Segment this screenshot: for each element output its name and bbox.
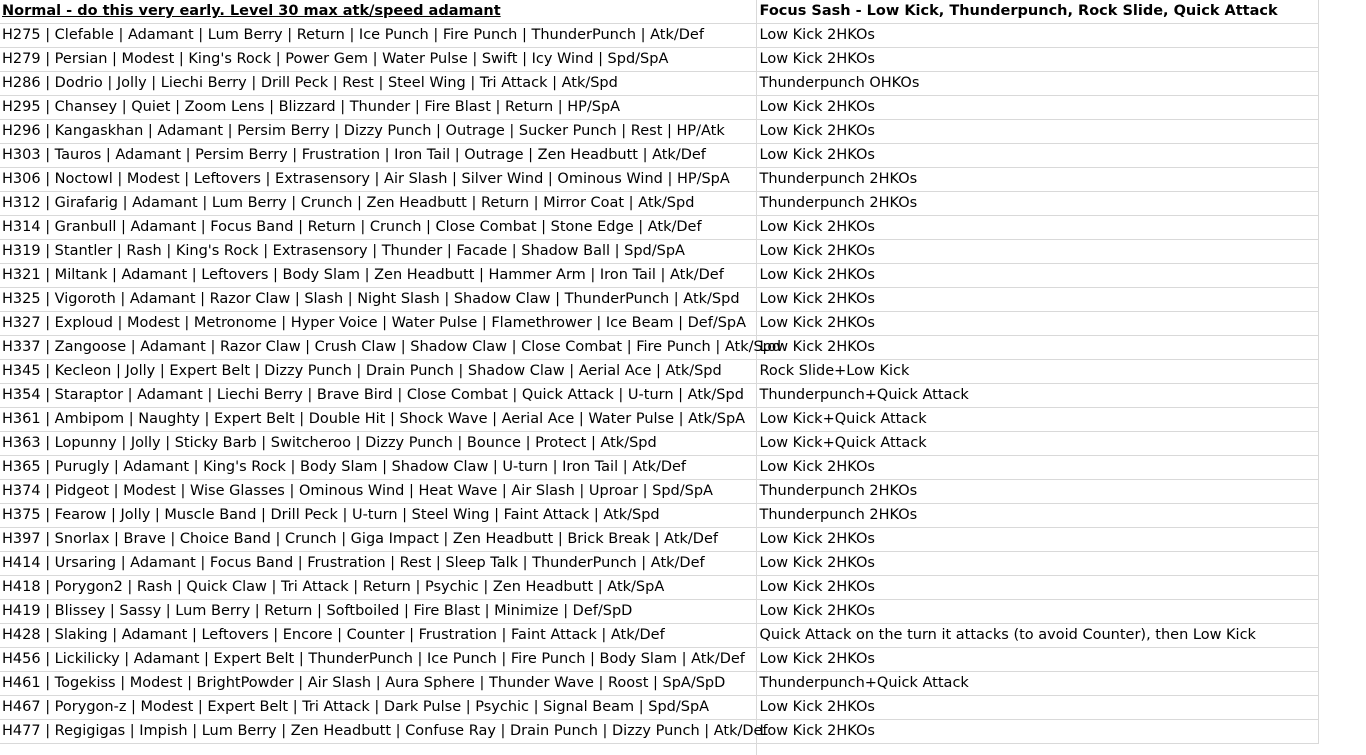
table-row (0, 216, 1318, 240)
table-row (0, 96, 1318, 120)
table-row (0, 144, 1318, 168)
pokemon-cell[interactable]: H414 | Ursaring | Adamant | Focus Band | Frustration | Rest | Sleep Talk | ThunderPunch | Atk/Def (0, 552, 756, 576)
pokemon-cell[interactable]: H314 | Granbull | Adamant | Focus Band | Return | Crunch | Close Combat | Stone Edge | Atk/Def (0, 216, 756, 240)
pokemon-cell[interactable]: H375 | Fearow | Jolly | Muscle Band | Drill Peck | U-turn | Steel Wing | Faint Attack | Atk/Spd (0, 504, 756, 528)
strategy-cell[interactable]: Low Kick 2HKOs (756, 240, 1318, 264)
strategy-cell[interactable]: Low Kick 2HKOs (756, 576, 1318, 600)
pokemon-cell[interactable]: H321 | Miltank | Adamant | Leftovers | Body Slam | Zen Headbutt | Hammer Arm | Iron Tail | Atk/Def (0, 264, 756, 288)
pokemon-cell[interactable]: H397 | Snorlax | Brave | Choice Band | Crunch | Giga Impact | Zen Headbutt | Brick Break | Atk/Def (0, 528, 756, 552)
pokemon-cell[interactable]: H312 | Girafarig | Adamant | Lum Berry | Crunch | Zen Headbutt | Return | Mirror Coat | Atk/Spd (0, 192, 756, 216)
table-row (0, 192, 1318, 216)
strategy-cell[interactable]: Rock Slide+Low Kick (756, 360, 1318, 384)
strategy-cell[interactable]: Low Kick 2HKOs (756, 288, 1318, 312)
pokemon-cell[interactable]: H418 | Porygon2 | Rash | Quick Claw | Tri Attack | Return | Psychic | Zen Headbutt | Atk/SpA (0, 576, 756, 600)
header-row (0, 0, 1318, 24)
strategy-cell[interactable]: Low Kick 2HKOs (756, 720, 1318, 744)
table-row (0, 432, 1318, 456)
table-row (0, 168, 1318, 192)
table-row (0, 408, 1318, 432)
pokemon-cell[interactable]: H354 | Staraptor | Adamant | Liechi Berry | Brave Bird | Close Combat | Quick Attack | U-turn | Atk/Spd (0, 384, 756, 408)
table-row (0, 240, 1318, 264)
strategy-cell[interactable]: Thunderpunch 2HKOs (756, 192, 1318, 216)
header-cell-normal[interactable]: Normal - do this very early. Level 30 max atk/speed adamant (0, 0, 756, 24)
strategy-cell[interactable]: Low Kick 2HKOs (756, 528, 1318, 552)
strategy-cell[interactable]: Thunderpunch 2HKOs (756, 480, 1318, 504)
table-row (0, 24, 1318, 48)
pokemon-cell[interactable]: H319 | Stantler | Rash | King's Rock | Extrasensory | Thunder | Facade | Shadow Ball | Spd/SpA (0, 240, 756, 264)
pokemon-cell[interactable]: H428 | Slaking | Adamant | Leftovers | Encore | Counter | Frustration | Faint Attack | Atk/Def (0, 624, 756, 648)
pokemon-cell[interactable]: H327 | Exploud | Modest | Metronome | Hyper Voice | Water Pulse | Flamethrower | Ice Beam | Def/SpA (0, 312, 756, 336)
strategy-cell[interactable]: Low Kick 2HKOs (756, 120, 1318, 144)
strategy-cell[interactable]: Low Kick 2HKOs (756, 552, 1318, 576)
pokemon-cell[interactable]: H361 | Ambipom | Naughty | Expert Belt | Double Hit | Shock Wave | Aerial Ace | Water Pulse | Atk/SpA (0, 408, 756, 432)
table-row (0, 384, 1318, 408)
pokemon-cell[interactable]: H374 | Pidgeot | Modest | Wise Glasses | Ominous Wind | Heat Wave | Air Slash | Uproar | Spd/SpA (0, 480, 756, 504)
pokemon-cell[interactable]: H461 | Togekiss | Modest | BrightPowder | Air Slash | Aura Sphere | Thunder Wave | Roost | SpA/SpD (0, 672, 756, 696)
strategy-cell[interactable]: Quick Attack on the turn it attacks (to avoid Counter), then Low Kick (756, 624, 1318, 648)
strategy-cell[interactable]: Low Kick 2HKOs (756, 696, 1318, 720)
strategy-cell[interactable]: Low Kick 2HKOs (756, 336, 1318, 360)
table-row (0, 336, 1318, 360)
table-row (0, 360, 1318, 384)
strategy-cell[interactable]: Thunderpunch+Quick Attack (756, 672, 1318, 696)
pokemon-cell[interactable]: H286 | Dodrio | Jolly | Liechi Berry | Drill Peck | Rest | Steel Wing | Tri Attack | Atk/Spd (0, 72, 756, 96)
gridline (756, 744, 757, 755)
table-row (0, 624, 1318, 648)
table-row (0, 288, 1318, 312)
table-row (0, 72, 1318, 96)
table-row (0, 120, 1318, 144)
table-row (0, 264, 1318, 288)
pokemon-cell[interactable]: H345 | Kecleon | Jolly | Expert Belt | Dizzy Punch | Drain Punch | Shadow Claw | Aerial Ace | Atk/Spd (0, 360, 756, 384)
strategy-cell[interactable]: Low Kick 2HKOs (756, 24, 1318, 48)
pokemon-cell[interactable]: H419 | Blissey | Sassy | Lum Berry | Return | Softboiled | Fire Blast | Minimize | Def/SpD (0, 600, 756, 624)
table-row (0, 504, 1318, 528)
pokemon-cell[interactable]: H295 | Chansey | Quiet | Zoom Lens | Blizzard | Thunder | Fire Blast | Return | HP/SpA (0, 96, 756, 120)
strategy-cell[interactable]: Low Kick+Quick Attack (756, 432, 1318, 456)
table-row (0, 672, 1318, 696)
table-row (0, 456, 1318, 480)
pokemon-cell[interactable]: H467 | Porygon-z | Modest | Expert Belt | Tri Attack | Dark Pulse | Psychic | Signal Beam | Spd/SpA (0, 696, 756, 720)
pokemon-cell[interactable]: H275 | Clefable | Adamant | Lum Berry | Return | Ice Punch | Fire Punch | ThunderPunch | Atk/Def (0, 24, 756, 48)
table-row (0, 696, 1318, 720)
strategy-cell[interactable]: Thunderpunch OHKOs (756, 72, 1318, 96)
strategy-cell[interactable]: Low Kick+Quick Attack (756, 408, 1318, 432)
strategy-cell[interactable]: Low Kick 2HKOs (756, 456, 1318, 480)
pokemon-cell[interactable]: H363 | Lopunny | Jolly | Sticky Barb | Switcheroo | Dizzy Punch | Bounce | Protect | Atk/Spd (0, 432, 756, 456)
pokemon-cell[interactable]: H325 | Vigoroth | Adamant | Razor Claw | Slash | Night Slash | Shadow Claw | ThunderPunch | Atk/Spd (0, 288, 756, 312)
strategy-cell[interactable]: Thunderpunch 2HKOs (756, 504, 1318, 528)
table-row (0, 312, 1318, 336)
pokemon-cell[interactable]: H306 | Noctowl | Modest | Leftovers | Extrasensory | Air Slash | Silver Wind | Ominous Wind | HP/SpA (0, 168, 756, 192)
pokemon-cell[interactable]: H279 | Persian | Modest | King's Rock | Power Gem | Water Pulse | Swift | Icy Wind | Spd/SpA (0, 48, 756, 72)
strategy-cell[interactable]: Low Kick 2HKOs (756, 48, 1318, 72)
table-row (0, 648, 1318, 672)
table-row (0, 720, 1318, 744)
table-row (0, 600, 1318, 624)
strategy-cell[interactable]: Low Kick 2HKOs (756, 216, 1318, 240)
strategy-cell[interactable]: Thunderpunch 2HKOs (756, 168, 1318, 192)
pokemon-cell[interactable]: H303 | Tauros | Adamant | Persim Berry | Frustration | Iron Tail | Outrage | Zen Headbutt | Atk/Def (0, 144, 756, 168)
pokemon-cell[interactable]: H365 | Purugly | Adamant | King's Rock | Body Slam | Shadow Claw | U-turn | Iron Tail | Atk/Def (0, 456, 756, 480)
strategy-cell[interactable]: Thunderpunch+Quick Attack (756, 384, 1318, 408)
strategy-cell[interactable]: Low Kick 2HKOs (756, 648, 1318, 672)
pokemon-cell[interactable]: H296 | Kangaskhan | Adamant | Persim Berry | Dizzy Punch | Outrage | Sucker Punch | Rest | HP/Atk (0, 120, 756, 144)
pokemon-cell[interactable]: H337 | Zangoose | Adamant | Razor Claw | Crush Claw | Shadow Claw | Close Combat | Fire Punch | Atk/Spd (0, 336, 756, 360)
table-row (0, 576, 1318, 600)
pokemon-cell[interactable]: H477 | Regigigas | Impish | Lum Berry | Zen Headbutt | Confuse Ray | Drain Punch | Dizzy Punch | Atk/Def (0, 720, 756, 744)
strategy-cell[interactable]: Low Kick 2HKOs (756, 144, 1318, 168)
table-row (0, 480, 1318, 504)
table-row (0, 528, 1318, 552)
table-row (0, 552, 1318, 576)
table-row (0, 48, 1318, 72)
strategy-cell[interactable]: Low Kick 2HKOs (756, 600, 1318, 624)
strategy-cell[interactable]: Low Kick 2HKOs (756, 312, 1318, 336)
strategy-cell[interactable]: Low Kick 2HKOs (756, 264, 1318, 288)
header-cell-focus-sash[interactable]: Focus Sash - Low Kick, Thunderpunch, Rock Slide, Quick Attack (756, 0, 1318, 24)
pokemon-cell[interactable]: H456 | Lickilicky | Adamant | Expert Belt | ThunderPunch | Ice Punch | Fire Punch | Body Slam | Atk/Def (0, 648, 756, 672)
strategy-cell[interactable]: Low Kick 2HKOs (756, 96, 1318, 120)
